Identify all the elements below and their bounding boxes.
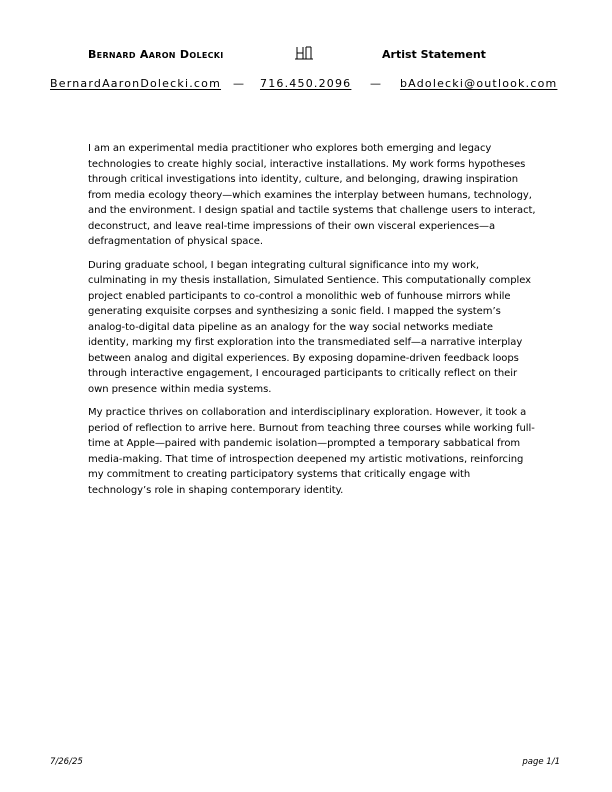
- phone-link[interactable]: 716.450.2096: [260, 77, 352, 90]
- page-header: [0, 48, 612, 66]
- contact-bar: [50, 77, 564, 93]
- website-link[interactable]: BernardAaronDolecki.com: [50, 77, 222, 90]
- monogram-logo-icon: [294, 45, 314, 61]
- page-number: page 1/1: [522, 757, 560, 767]
- author-name: Bernard Aaron Dolecki: [88, 48, 224, 61]
- statement-body: [88, 141, 536, 506]
- paragraph: My practice thrives on collaboration and interdisciplinary exploration. However, it took a period of reflection to arrive here. Burnout from teaching three courses while working full-time at Apple—paired with pandemic isolation—prompted a temporary sabbatical from media-making. That time of introspection deepened my artistic motivations, reinforcing my commitment to creating participatory systems that critically engage with technology’s role in shaping contemporary identity.: [88, 407, 535, 496]
- paragraph: I am an experimental media practitioner who explores both emerging and legacy technologies to create highly social, interactive installations. My work forms hypotheses through critical investigations into identity, culture, and belonging, drawing inspiration from media ecology theory—which examines the interplay between humans, technology, and the environment. I design spatial and tactile systems that challenge users to interact, deconstruct, and leave real-time impressions of their own visceral experiences—a defragmentation of physical space.: [88, 143, 536, 247]
- separator: —: [370, 77, 383, 90]
- footer-date: 7/26/25: [50, 757, 83, 767]
- email-link[interactable]: bAdolecki@outlook.com: [400, 77, 558, 90]
- document-title: Artist Statement: [382, 48, 486, 61]
- separator: —: [233, 77, 246, 90]
- paragraph: During graduate school, I began integrating cultural significance into my work, culminating in my thesis installation, Simulated Sentience. This computationally complex project enabled participants to co-control a monolithic web of funhouse mirrors while generating exquisite corpses and synthesizing a sonic field. I mapped the system’s analog-to-digital data pipeline as an analogy for the way social networks mediate identity, marking my first exploration into the transmediated self—a narrative interplay between analog and digital experiences. By exposing dopamine-driven feedback loops through interactive engagement, I encouraged participants to critically reflect on their own presence within media systems.: [88, 259, 532, 395]
